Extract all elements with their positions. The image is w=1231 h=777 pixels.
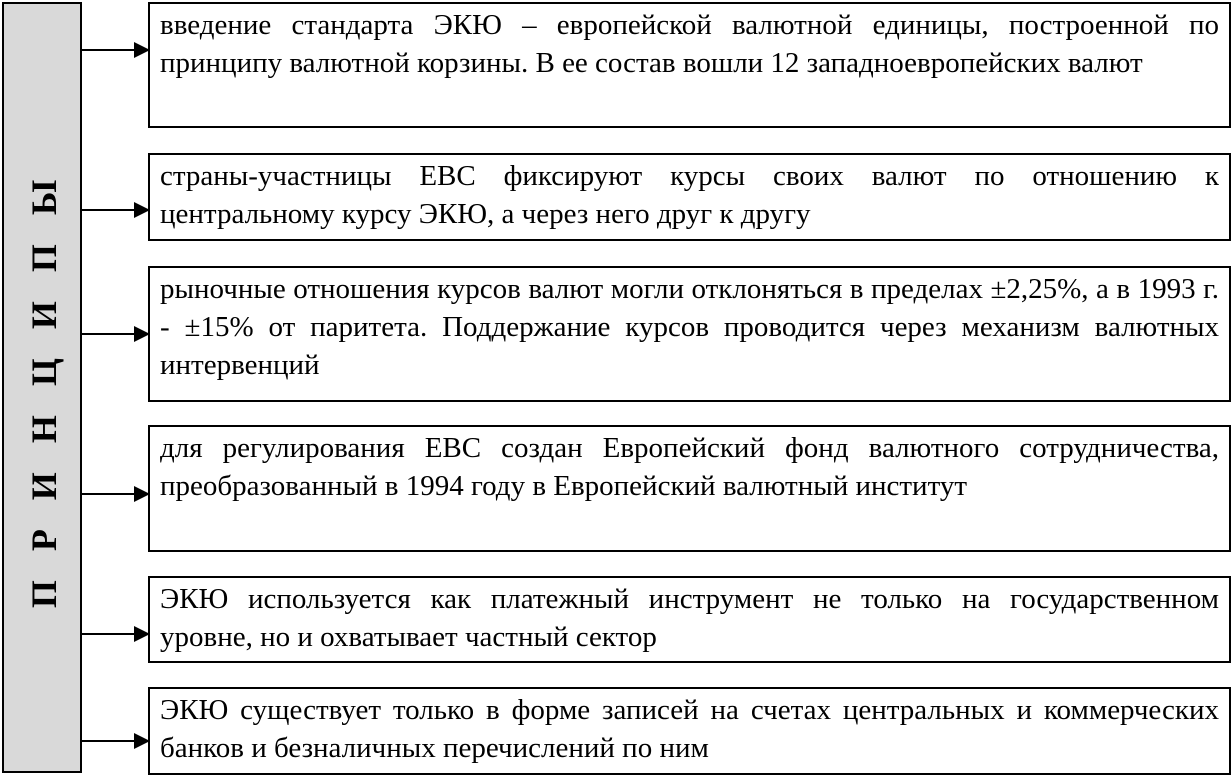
principle-box: для регулирования ЕВС создан Европейский фонд валютного сотрудничества, преобразованный в 1994 году в Европейский валютный институт [148,425,1231,552]
connector-arrow [82,740,148,742]
connector-arrow [82,493,148,495]
principle-box: введение стандарта ЭКЮ – европейской валютной единицы, построенной по принципу валютной корзины. В ее состав вошли 12 западноевропейских валют [148,2,1231,128]
principle-box: ЭКЮ существует только в форме записей на счетах центральных и коммерческих банков и безналичных перечислений по ним [148,687,1231,775]
connector-arrow [82,49,148,51]
principle-box: ЭКЮ используется как платежный инструмент не только на государственном уровне, но и охватывает частный сектор [148,576,1231,663]
principle-box: страны-участницы ЕВС фиксируют курсы своих валют по отношению к центральному курсу ЭКЮ, а через него друг к другу [148,153,1231,241]
principles-title: П Р И Н Ц И П Ы [24,169,64,609]
principles-sidebar [2,2,82,773]
connector-arrow [82,633,148,635]
connector-arrow [82,209,148,211]
connector-arrow [82,333,148,335]
principle-box: рыночные отношения курсов валют могли отклоняться в пределах ±2,25%, а в 1993 г. - ±15% от паритета. Поддержание курсов проводится через механизм валютных интервенций [148,266,1231,402]
